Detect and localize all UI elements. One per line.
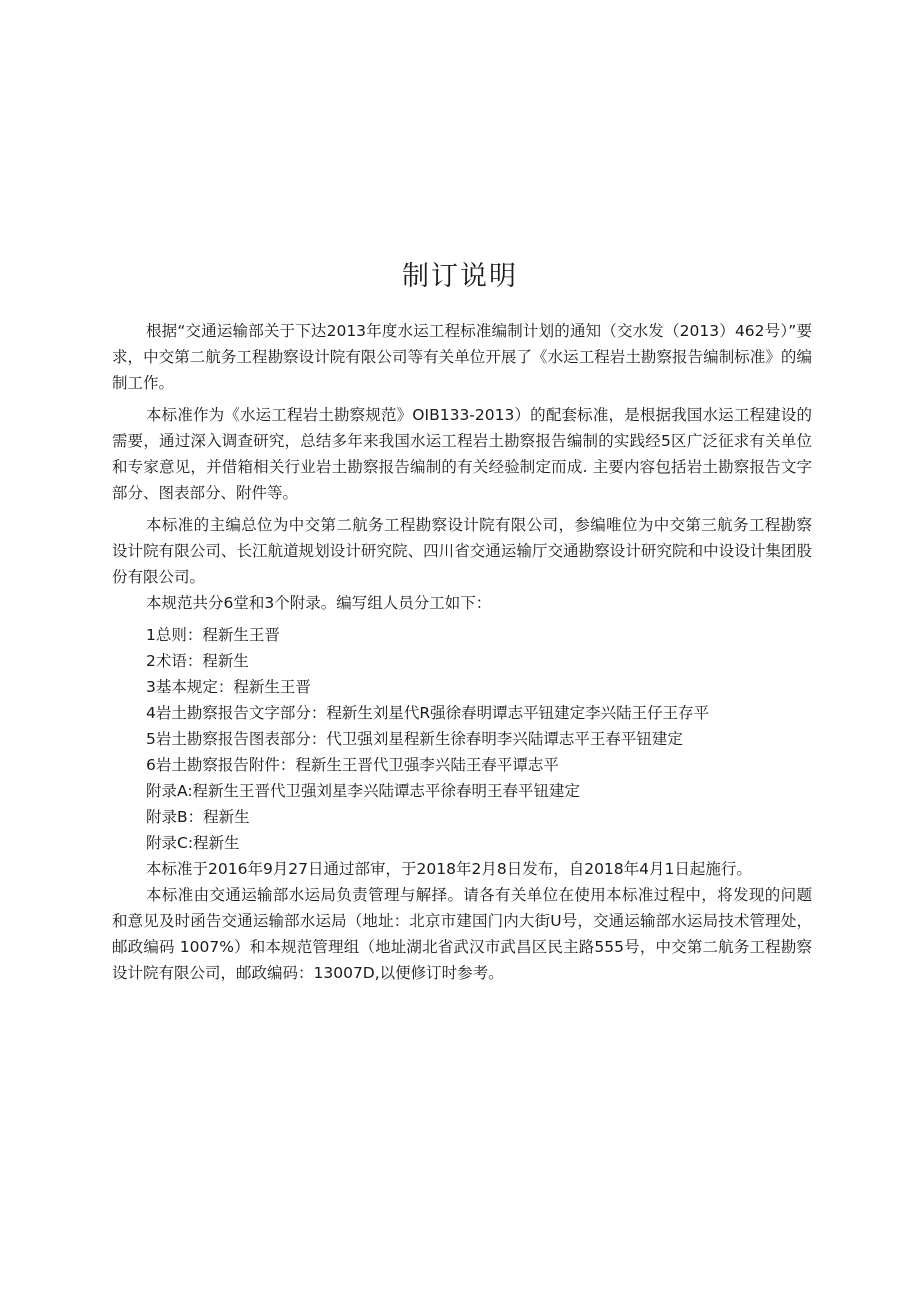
paragraph-background: 根据“交通运输部关于下达2013年度水运工程标准编制计划的通知（交水发（2013）462号）”要求，中交第二航务工程勘察设计院有限公司等有关单位开展了《水运工程岩土勘察报告编制标准》的编制工作。 (112, 322, 812, 392)
document-body (112, 318, 812, 986)
document-title: 制订说明 (402, 261, 518, 292)
paragraph-scope: 本标准作为《水运工程岩土勘察规范》OIB133-2013）的配套标准，是根据我国水运工程建设的需要，通过深入调查研究，总结多年来我国水运工程岩土勘察报告编制的实践经5区广泛征求有关单位和专家意见，并借箱相关行业岩土勘察报告编制的有关经验制定而成. 主要内容包括岩土勘察报告文字部分、图表部分、附件等。 (112, 406, 812, 502)
paragraph-approval: 本标准于2016年9月27日通过部审，于2018年2月8日发布，自2018年4月1日起施行。 (146, 860, 752, 878)
list-item: 2术语：程新生 (146, 652, 249, 670)
list-item: 附录A:程新生王晋代卫强刘星李兴陆谭志平徐春明王春平钮建定 (146, 782, 581, 800)
list-item: 1总则：程新生王晋 (146, 626, 280, 644)
paragraph-structure: 本规范共分6堂和3个附录。编写组人员分工如下： (146, 594, 492, 612)
list-item: 附录C:程新生 (146, 834, 240, 852)
list-item: 6岩土勘察报告附件：程新生王晋代卫强李兴陆王春平谭志平 (146, 756, 559, 774)
paragraph-editors: 本标准的主编总位为中交第二航务工程勘察设计院有限公司，参编唯位为中交第三航务工程勘察设计院有限公司、长江航道规划设计研究院、四川省交通运输厅交通勘察设计研究院和中设设计集团股份有限公司。 (112, 516, 812, 586)
assignment-list (112, 622, 812, 856)
list-item: 3基本规定：程新生王晋 (146, 678, 311, 696)
list-item: 5岩土勘察报告图表部分：代卫强刘星程新生徐春明李兴陆谭志平王春平钮建定 (146, 730, 683, 748)
list-item: 4岩土勘察报告文字部分：程新生刘星代R强徐春明谭志平钮建定李兴陆王仔王存平 (146, 704, 710, 722)
list-item: 附录B：程新生 (146, 808, 250, 826)
paragraph-management: 本标准由交通运输部水运局负责管理与解择。请各有关单位在使用本标准过程中，将发现的问题和意见及时函告交通运输部水运局（地址：北京市建国门内大街U号，交通运输部水运局技术管理处，邮政编码 1007%）和本规范管理组（地址湖北省武汉市武昌区民主路555号，中交第二航务工程勘察设计院有限公司，邮政编码：13007D,以便修订时参考。 (112, 886, 812, 982)
